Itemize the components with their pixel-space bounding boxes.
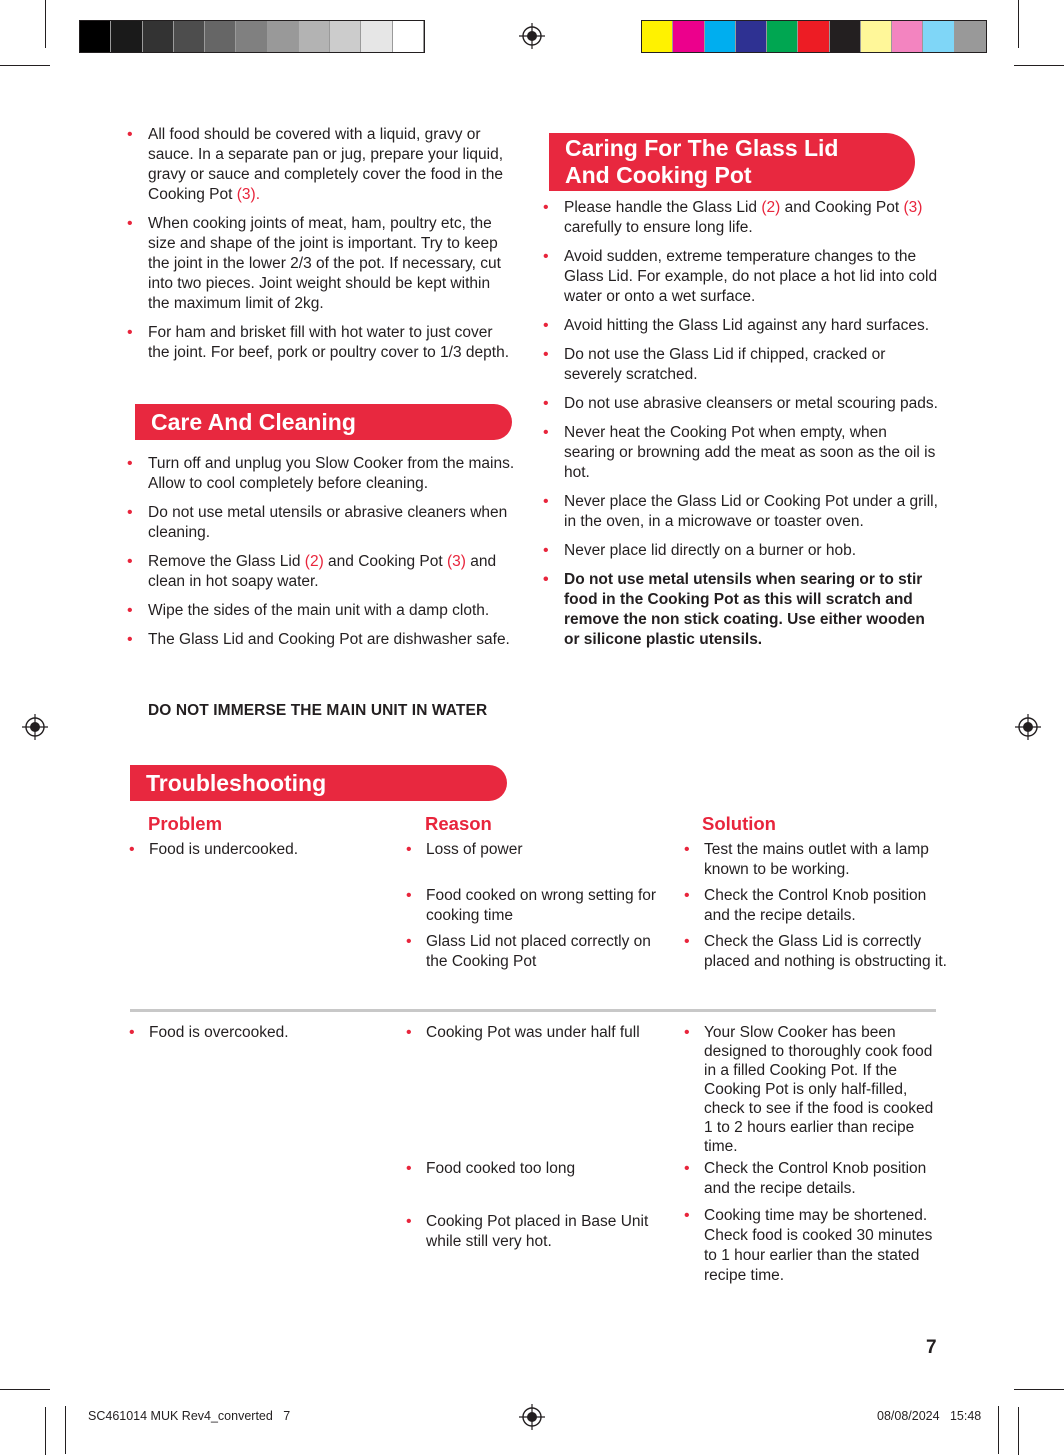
section-title-line1: Caring For The Glass Lid: [565, 135, 839, 161]
reason-cell: • Cooking Pot placed in Base Unit while still very hot.: [408, 1212, 656, 1252]
list-item: • When cooking joints of meat, ham, poultry etc, the size and shape of the joint is important. Try to keep the joint in the lower 2/3 of the pot. If necessary, cut into two pieces. Joint weight should be kept within the maximum limit of 2kg.: [130, 214, 515, 314]
color-swatch: [861, 21, 892, 52]
crop-mark: [1018, 1407, 1019, 1455]
reason-cell: • Loss of power: [408, 840, 676, 860]
color-swatch: [268, 21, 299, 52]
color-swatch: [330, 21, 361, 52]
crop-mark: [45, 1407, 46, 1455]
list-item: • All food should be covered with a liquid, gravy or sauce. In a separate pan or jug, prepare your liquid, gravy or sauce and completely cover the food in the Cooking Pot (3).: [130, 125, 515, 205]
reason-cell: • Cooking Pot was under half full: [408, 1023, 681, 1043]
list-item: • Do not use the Glass Lid if chipped, cracked or severely scratched.: [546, 345, 938, 385]
color-swatch: [923, 21, 954, 52]
color-swatch: [642, 21, 673, 52]
crop-mark: [1014, 1389, 1064, 1390]
color-swatch: [736, 21, 767, 52]
list-item: • Never heat the Cooking Pot when empty, when searing or browning add the meat as soon as the oil is hot.: [546, 423, 938, 483]
color-swatch: [236, 21, 267, 52]
problem-cell: • Food is undercooked.: [131, 840, 389, 860]
part-ref: (3): [236, 186, 256, 203]
problem-cell: • Food is overcooked.: [131, 1023, 389, 1043]
crop-mark: [1018, 0, 1019, 48]
registration-mark-icon: [1015, 714, 1041, 740]
glass-lid-list: [546, 198, 938, 659]
footer-timestamp: 08/08/2024 15:48: [877, 1409, 982, 1423]
color-swatch: [393, 21, 424, 52]
section-title: Troubleshooting: [146, 770, 327, 796]
list-item: • Wipe the sides of the main unit with a damp cloth.: [130, 601, 515, 621]
section-title-line2: And Cooking Pot: [565, 162, 752, 188]
color-swatch: [299, 21, 330, 52]
list-item: • For ham and brisket fill with hot water to just cover the joint. For beef, pork or poultry cover to 1/3 depth.: [130, 323, 515, 363]
crop-mark: [0, 65, 50, 66]
list-item: • Please handle the Glass Lid (2) and Cooking Pot (3) carefully to ensure long life.: [546, 198, 938, 238]
part-ref: (3): [903, 199, 923, 216]
list-item: • Turn off and unplug you Slow Cooker from the mains. Allow to cool completely before cleaning.: [130, 454, 515, 494]
color-swatch: [673, 21, 704, 52]
part-ref: (2): [304, 553, 324, 570]
crop-mark: [65, 1406, 66, 1454]
color-swatch: [174, 21, 205, 52]
part-ref: (3): [446, 553, 466, 570]
list-item: • Do not use metal utensils or abrasive cleaners when cleaning.: [130, 503, 515, 543]
glass-lid-banner: [549, 133, 915, 191]
list-item: • Never place the Glass Lid or Cooking Pot under a grill, in the oven, in a microwave or toaster oven.: [546, 492, 938, 532]
solution-cell: • Check the Glass Lid is correctly placed and nothing is obstructing it.: [686, 932, 954, 972]
reason-cell: • Food cooked too long: [408, 1159, 676, 1179]
column-header-problem: Problem: [148, 813, 223, 834]
reason-cell: • Food cooked on wrong setting for cooking time: [408, 886, 676, 926]
solution-cell: • Check the Control Knob position and the recipe details.: [686, 886, 954, 926]
column-header-solution: Solution: [702, 813, 776, 834]
color-swatch: [798, 21, 829, 52]
registration-mark-icon: [519, 1404, 545, 1430]
table-divider: [130, 1009, 936, 1012]
color-swatch: [705, 21, 736, 52]
color-swatch: [955, 21, 986, 52]
cooking-tips-list: [130, 125, 515, 372]
immersion-warning: DO NOT IMMERSE THE MAIN UNIT IN WATER: [148, 702, 488, 719]
color-swatch: [80, 21, 111, 52]
part-ref: (2): [761, 199, 781, 216]
list-item: • Do not use abrasive cleansers or metal scouring pads.: [546, 394, 938, 414]
color-swatch: [361, 21, 392, 52]
color-bar: [641, 20, 987, 53]
list-item: • Do not use metal utensils when searing or to stir food in the Cooking Pot as this will scratch and remove the non stick coating. Use either wooden or silicone plastic utensils.: [546, 570, 938, 650]
color-swatch: [143, 21, 174, 52]
registration-mark-icon: [22, 714, 48, 740]
list-item: • Remove the Glass Lid (2) and Cooking Pot (3) and clean in hot soapy water.: [130, 552, 515, 592]
care-cleaning-banner: [135, 404, 512, 440]
crop-mark: [1014, 65, 1064, 66]
color-swatch: [205, 21, 236, 52]
section-title: Care And Cleaning: [151, 409, 356, 435]
solution-cell: • Your Slow Cooker has been designed to thoroughly cook food in a filled Cooking Pot. If the Cooking Pot is only half-filled, check to see if the food is cooked 1 to 2 hours earlier than recipe time.: [686, 1023, 944, 1156]
grayscale-bar: [79, 20, 425, 53]
solution-cell: • Check the Control Knob position and the recipe details.: [686, 1159, 954, 1199]
list-item: • Never place lid directly on a burner or hob.: [546, 541, 938, 561]
registration-mark-icon: [519, 23, 545, 49]
color-swatch: [830, 21, 861, 52]
solution-cell: • Cooking time may be shortened. Check food is cooked 30 minutes to 1 hour earlier than the stated recipe time.: [686, 1206, 944, 1286]
list-item: • Avoid sudden, extreme temperature changes to the Glass Lid. For example, do not place a hot lid into cold water or onto a wet surface.: [546, 247, 938, 307]
troubleshooting-banner: [130, 765, 507, 801]
column-header-reason: Reason: [425, 813, 492, 834]
color-swatch: [892, 21, 923, 52]
solution-cell: • Test the mains outlet with a lamp known to be working.: [686, 840, 954, 880]
list-item: • The Glass Lid and Cooking Pot are dishwasher safe.: [130, 630, 515, 650]
footer-job-info: SC461014 MUK Rev4_converted 7: [88, 1409, 291, 1423]
reason-cell: • Glass Lid not placed correctly on the Cooking Pot: [408, 932, 676, 972]
crop-mark: [0, 1389, 50, 1390]
list-item: • Avoid hitting the Glass Lid against any hard surfaces.: [546, 316, 938, 336]
crop-mark: [45, 0, 46, 48]
color-swatch: [767, 21, 798, 52]
care-cleaning-list: [130, 454, 515, 659]
crop-mark: [998, 1406, 999, 1454]
page-number: 7: [926, 1337, 937, 1358]
color-swatch: [111, 21, 142, 52]
